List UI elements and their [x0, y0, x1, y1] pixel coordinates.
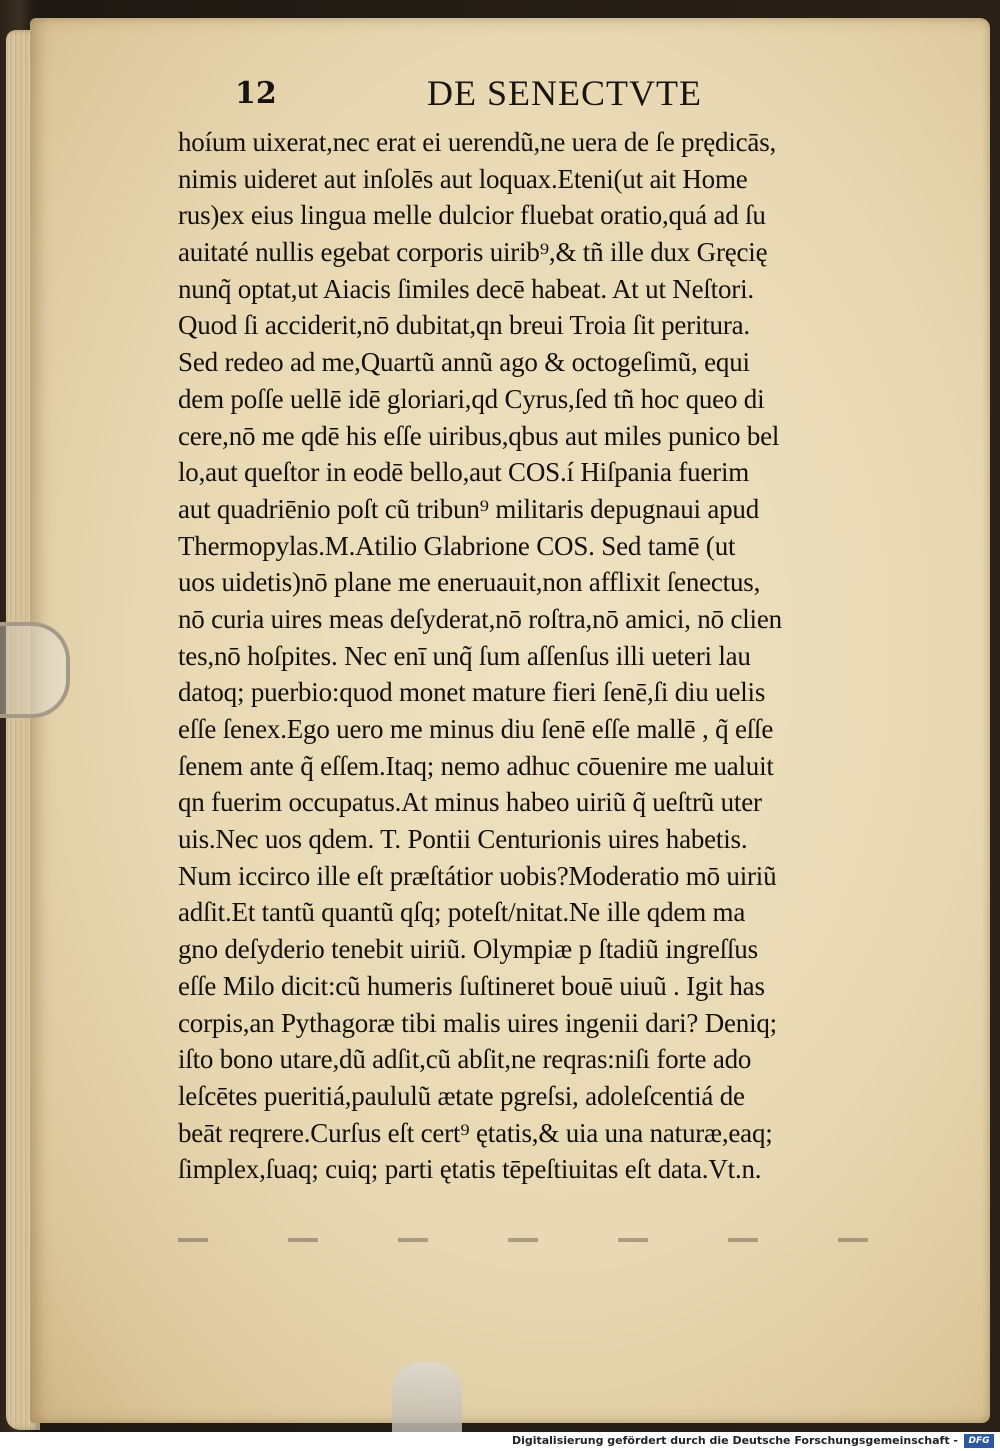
text-line: nunq̃ optat,ut Aiacis ſimiles decē habeat. At ut Neſtori. — [178, 273, 754, 304]
folio-number: 12 — [235, 76, 277, 111]
text-line: datoq; puerbio:quod monet mature fieri ſenē,ſi diu uelis — [178, 677, 766, 708]
text-line: nimis uideret aut inſolēs aut loquax.Eteni(ut ait Home — [178, 163, 748, 194]
page-header — [205, 72, 805, 118]
text-line: uos uidetis)nō plane me eneruauit,non afflixit ſenectus, — [178, 567, 761, 598]
text-line: corpis,an Pythagoræ tibi malis uires ingenii dari? Deniq; — [178, 1007, 777, 1038]
dfg-logo-icon: DFG — [964, 1434, 994, 1448]
text-line: tes,nō hoſpites. Nec enī unq̃ ſum aſſenſus illi ueteri lau — [178, 640, 751, 671]
text-line: nō curia uires meas deſyderat,nō roſtra,nō amici, nō clien — [178, 603, 782, 634]
text-line: eſſe Milo dicit:cũ humeris ſuſtineret bouē uiuũ . Igit has — [178, 970, 765, 1001]
footer-credit: Digitalisierung gefördert durch die Deutsche Forschungsgemeinschaft - — [511, 1434, 958, 1447]
page-clip-bottom — [392, 1362, 462, 1432]
text-line: ſenem ante q̃ eſſem.Itaq; nemo adhuc cōuenire me ualuit — [178, 750, 774, 781]
page-clip-left — [0, 622, 70, 718]
text-line: uis.Nec uos qdem. T. Pontii Centurionis uires habetis. — [178, 824, 748, 855]
text-line: Num iccirco ille eſt præſtátior uobis?Moderatio mō uiriũ — [178, 860, 777, 891]
text-line: ſimplex,ſuaq; cuiq; parti ętatis tēpeſtiuitas eſt data.Vt.n. — [178, 1154, 762, 1185]
text-line: iſto bono utare,dũ adſit,cũ abſit,ne reqras:niſi forte ado — [178, 1044, 752, 1075]
bottom-ink-trace — [178, 1238, 908, 1242]
text-line: lo,aut queſtor in eodē bello,aut COS.í Hiſpania fuerim — [178, 457, 750, 488]
text-line: Thermopylas.M.Atilio Glabrione COS. Sed tamē (ut — [178, 530, 736, 561]
text-line: gno deſyderio tenebit uiriũ. Olympiæ p ſtadiũ ingreſſus — [178, 934, 758, 965]
text-line: hoíum uixerat,nec erat ei uerendũ,ne uera de ſe prędicās, — [178, 127, 777, 157]
text-line: leſcētes pueritiá,paululũ ætate pgreſsi, adoleſcentiá de — [178, 1080, 745, 1111]
text-line: cere,nō me qdē his eſſe uiribus,qbus aut miles punico bel — [178, 420, 780, 451]
text-line: aut quadriēnio poſt cũ tribun⁹ militaris depugnaui apud — [178, 493, 760, 524]
body-text — [178, 124, 948, 1188]
text-line: auitaté nullis egebat corporis uirib⁹,& tñ ille dux Gręcię — [178, 237, 768, 268]
text-line: Quod ſi acciderit,nō dubitat,qn breui Troia ſit peritura. — [178, 310, 750, 341]
text-line: adſit.Et tantũ quantũ qſq; poteſt/nitat.Ne ille qdem ma — [178, 897, 746, 928]
text-line: qn fuerim occupatus.At minus habeo uiriũ q̃ ueſtrũ uter — [178, 787, 762, 818]
text-line: dem poſſe uellē idē gloriari,qd Cyrus,ſed tñ hoc queo di — [178, 383, 765, 414]
text-line: beāt reqrere.Curſus eſt cert⁹ ętatis,& uia una naturæ,eaq; — [178, 1117, 773, 1148]
text-line: Sed redeo ad me,Quartũ annũ ago & octogeſimũ, equi — [178, 347, 750, 378]
text-line: eſſe ſenex.Ego uero me minus diu ſenē eſſe mallē , q̃ eſſe — [178, 714, 774, 744]
footer-bar — [0, 1432, 1000, 1451]
running-head: DE SENECTVTE — [427, 73, 702, 113]
text-line: rus)ex eius lingua melle dulcior fluebat oratio,quá ad ſu — [178, 200, 766, 231]
